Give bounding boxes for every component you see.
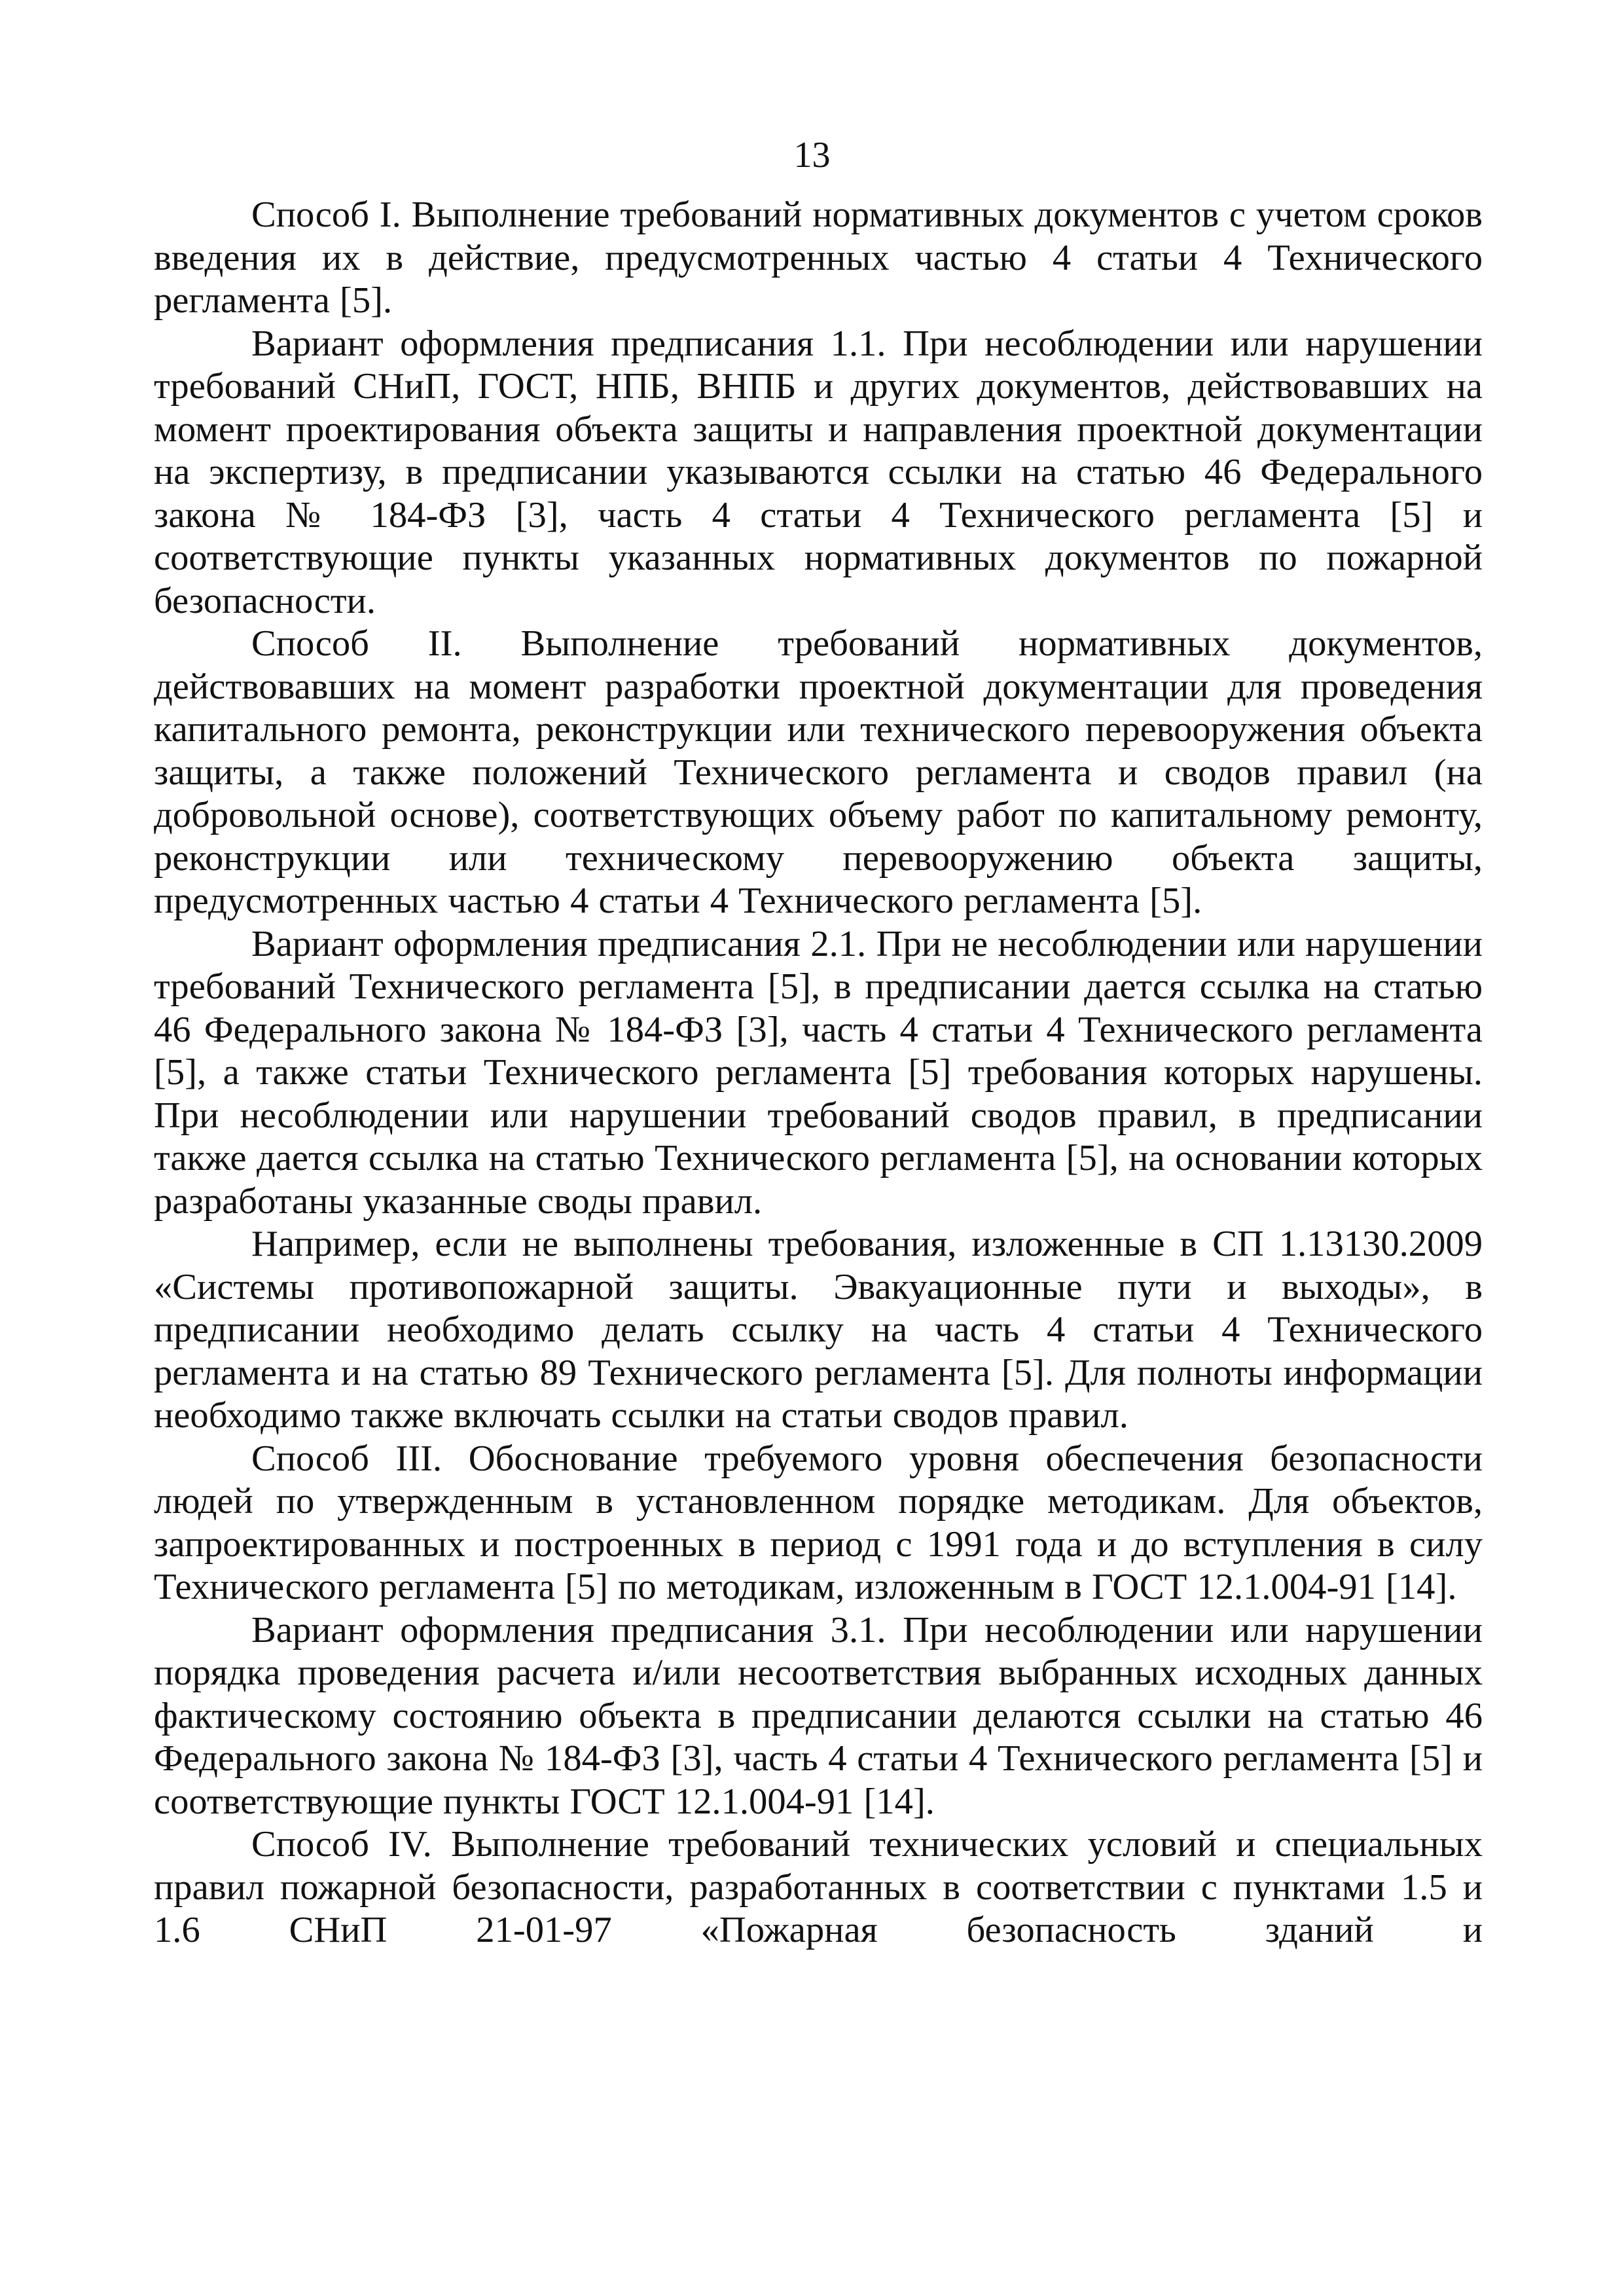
paragraph-variant-1-1: Вариант оформления предписания 1.1. При несоблюдении или нарушении требований СНиП, ГОСТ, НПБ, ВНПБ и других документов, действовавших на момент проектирования объекта защиты и направления проектной документации на экспертизу, в предписании указываются ссылки на статью 46 Федерального закона № 184-ФЗ [3], часть 4 статьи 4 Технического регламента [5] и соответствующие пункты указанных нормативных документов по пожарной безопасности. — [154, 323, 1483, 621]
paragraph-variant-2-1: Вариант оформления предписания 2.1. При не несоблюдении или нарушении требований Технического регламента [5], в предписании дается ссылка на статью 46 Федерального закона № 184-ФЗ [3], часть 4 статьи 4 Технического регламента [5], а также статьи Технического регламента [5] требования которых нарушены. При несоблюдении или нарушении требований сводов правил, в предписании также дается ссылка на статью Технического регламента [5], на основании которых разработаны указанные своды правил. — [154, 923, 1483, 1222]
paragraph-method-2: Способ II. Выполнение требований нормативных документов, действовавших на момент разработки проектной документации для проведения капитального ремонта, реконструкции или технического перевооружения объекта защиты, а также положений Технического регламента и сводов правил (на добровольной основе), соответствующих объему работ по капитальному ремонту, реконструкции или техническому перевооружению объекта защиты, предусмотренных частью 4 статьи 4 Технического регламента [5]. — [154, 623, 1483, 921]
document-body — [154, 194, 1483, 1952]
page-number: 13 — [793, 135, 831, 175]
paragraph-method-3: Способ III. Обоснование требуемого уровня обеспечения безопасности людей по утвержденным в установленном порядке методикам. Для объектов, запроектированных и построенных в период с 1991 года и до вступления в силу Технического регламента [5] по методикам, изложенным в ГОСТ 12.1.004-91 [14]. — [154, 1438, 1483, 1607]
paragraph-method-1: Способ I. Выполнение требований нормативных документов с учетом сроков введения их в действие, предусмотренных частью 4 статьи 4 Технического регламента [5]. — [154, 194, 1483, 321]
paragraph-method-4: Способ IV. Выполнение требований технических условий и специальных правил пожарной безопасности, разработанных в соответствии с пунктами 1.5 и 1.6 СНиП 21-01-97 «Пожарная безопасность зданий и — [154, 1824, 1483, 1950]
paragraph-variant-3-1: Вариант оформления предписания 3.1. При несоблюдении или нарушении порядка проведения расчета и/или несоответствия выбранных исходных данных фактическому состоянию объекта в предписании делаются ссылки на статью 46 Федерального закона № 184-ФЗ [3], часть 4 статьи 4 Технического регламента [5] и соответствующие пункты ГОСТ 12.1.004-91 [14]. — [154, 1609, 1483, 1822]
paragraph-example: Например, если не выполнены требования, изложенные в СП 1.13130.2009 «Системы противопожарной защиты. Эвакуационные пути и выходы», в предписании необходимо делать ссылку на часть 4 статьи 4 Технического регламента и на статью 89 Технического регламента [5]. Для полноты информации необходимо также включать ссылки на статьи сводов правил. — [154, 1224, 1483, 1436]
